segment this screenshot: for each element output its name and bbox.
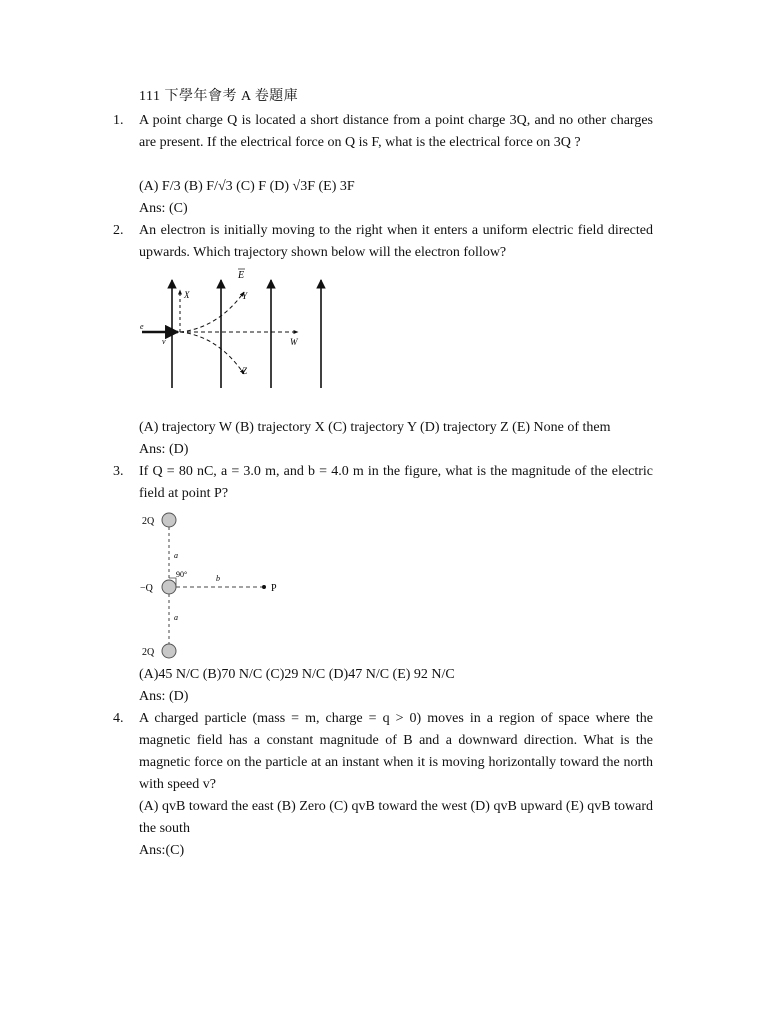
question-1-text: A point charge Q is located a short distance from a point charge 3Q, and no other charges are present. If the electrical force on Q is F, what is the electrical force on 3Q ? — [139, 113, 653, 150]
label-z: Z — [242, 366, 248, 376]
question-3-answer: Ans: (D) — [139, 689, 189, 704]
label-charge-bottom: 2Q — [142, 647, 155, 658]
label-electron: e — [140, 322, 144, 331]
trajectory-z — [180, 332, 244, 374]
label-x: X — [184, 290, 190, 300]
label-charge-middle: −Q — [140, 583, 153, 594]
question-4-number: 4. — [113, 711, 124, 726]
charge-bottom — [162, 644, 176, 658]
question-1-options: (A) F/3 (B) F/√3 (C) F (D) √3F (E) 3F — [139, 179, 355, 194]
point-p-marker — [262, 585, 266, 589]
label-charge-top: 2Q — [142, 516, 155, 527]
question-2-number: 2. — [113, 223, 124, 238]
trajectory-y — [180, 292, 244, 332]
question-1-number: 1. — [113, 113, 124, 128]
label-velocity: v — [162, 337, 166, 346]
question-3-text: If Q = 80 nC, a = 3.0 m, and b = 4.0 m in the figure, what is the magnitude of the electric field at point P? — [139, 464, 653, 501]
question-4-answer: Ans:(C) — [139, 843, 185, 858]
question-3-options: (A)45 N/C (B)70 N/C (C)29 N/C (D)47 N/C (E) 92 N/C — [139, 667, 455, 682]
label-a-lower: a — [174, 613, 178, 622]
label-angle: 90° — [176, 570, 188, 579]
question-2-options: (A) trajectory W (B) trajectory X (C) trajectory Y (D) trajectory Z (E) None of them — [139, 420, 611, 435]
charge-configuration-figure — [138, 508, 288, 660]
label-y: Y — [242, 291, 248, 301]
electric-field-trajectory-figure — [138, 266, 338, 392]
label-b: b — [216, 574, 220, 583]
question-2-text: An electron is initially moving to the right when it enters a uniform electric field directed upwards. Which trajectory shown below will the electron follow? — [139, 223, 653, 260]
question-4-text: A charged particle (mass = m, charge = q > 0) moves in a region of space where the magnetic field has a constant magnitude of B and a downward direction. What is the magnetic force on the particle at an instant when it is moving horizontally toward the north with speed v? — [139, 711, 653, 792]
question-1-answer: Ans: (C) — [139, 201, 188, 216]
label-point-p: P — [271, 583, 277, 594]
question-4-options: (A) qvB toward the east (B) Zero (C) qvB toward the west (D) qvB upward (E) qvB toward the south — [139, 799, 653, 836]
charge-middle — [162, 580, 176, 594]
question-2-answer: Ans: (D) — [139, 442, 189, 457]
label-w: W — [290, 337, 298, 347]
page-title: 111 下學年會考 A 卷題庫 — [139, 89, 299, 104]
charge-top — [162, 513, 176, 527]
label-e-field: E — [238, 270, 245, 281]
question-3-number: 3. — [113, 464, 124, 479]
label-a-upper: a — [174, 551, 178, 560]
